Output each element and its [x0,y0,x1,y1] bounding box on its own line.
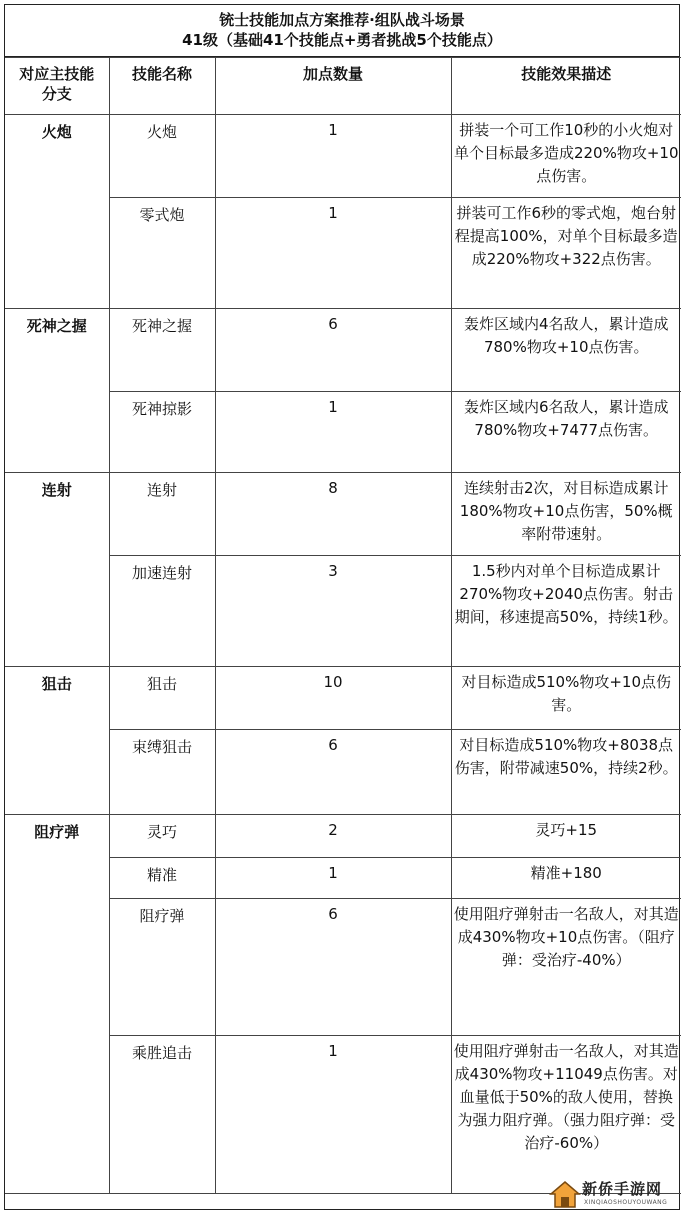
skill-table [5,57,681,1194]
branch-cell: 阻疗弹 [5,815,109,1194]
house-logo-icon [548,1178,582,1210]
header-row [5,58,681,115]
points-cell: 1 [215,1036,451,1194]
points-cell: 1 [215,392,451,473]
title-line-2: 41级（基础41个技能点+勇者挑战5个技能点） [182,31,502,49]
header-skill-name: 技能名称 [109,58,215,115]
description-cell: 使用阻疗弹射击一名敌人，对其造成430%物攻+11049点伤害。对血量低于50%的敌人使用，替换为强力阻疗弹。（强力阻疗弹：受治疗-60%） [451,1036,681,1194]
description-cell: 1.5秒内对单个目标造成累计270%物攻+2040点伤害。射击期间，移速提高50%，持续1秒。 [451,556,681,667]
watermark-logo [548,1176,678,1212]
skill-name-cell: 束缚狙击 [109,730,215,815]
header-branch: 对应主技能分支 [5,58,109,115]
skill-name-cell: 零式炮 [109,198,215,309]
skill-name-cell: 阻疗弹 [109,899,215,1036]
description-cell: 灵巧+15 [451,815,681,858]
table-row [5,309,681,392]
skill-name-cell: 加速连射 [109,556,215,667]
skill-table-sheet [4,4,680,1210]
points-cell: 10 [215,667,451,730]
branch-cell: 连射 [5,473,109,667]
skill-name-cell: 连射 [109,473,215,556]
points-cell: 6 [215,899,451,1036]
skill-name-cell: 灵巧 [109,815,215,858]
header-description: 技能效果描述 [451,58,681,115]
points-cell: 8 [215,473,451,556]
description-cell: 轰炸区域内4名敌人，累计造成780%物攻+10点伤害。 [451,309,681,392]
branch-cell: 狙击 [5,667,109,815]
skill-name-cell: 狙击 [109,667,215,730]
table-row [5,115,681,198]
points-cell: 6 [215,309,451,392]
points-cell: 3 [215,556,451,667]
skill-name-cell: 乘胜追击 [109,1036,215,1194]
points-cell: 6 [215,730,451,815]
description-cell: 对目标造成510%物攻+10点伤害。 [451,667,681,730]
description-cell: 拼装可工作6秒的零式炮，炮台射程提高100%，对单个目标最多造成220%物攻+322点伤害。 [451,198,681,309]
skill-name-cell: 火炮 [109,115,215,198]
table-title [5,5,679,57]
branch-cell: 火炮 [5,115,109,309]
description-cell: 轰炸区域内6名敌人，累计造成780%物攻+7477点伤害。 [451,392,681,473]
points-cell: 1 [215,115,451,198]
points-cell: 2 [215,815,451,858]
watermark-subtext: XINQIAOSHOUYOUWANG [584,1199,668,1206]
table-row [5,667,681,730]
description-cell: 拼装一个可工作10秒的小火炮对单个目标最多造成220%物攻+10点伤害。 [451,115,681,198]
watermark-text: 新侨手游网 [582,1180,663,1198]
points-cell: 1 [215,858,451,899]
description-cell: 精准+180 [451,858,681,899]
table-row [5,473,681,556]
skill-name-cell: 死神之握 [109,309,215,392]
skill-name-cell: 死神掠影 [109,392,215,473]
title-line-1: 铳士技能加点方案推荐·组队战斗场景 [219,11,465,29]
skill-name-cell: 精准 [109,858,215,899]
description-cell: 使用阻疗弹射击一名敌人，对其造成430%物攻+10点伤害。（阻疗弹：受治疗-40%） [451,899,681,1036]
description-cell: 连续射击2次，对目标造成累计180%物攻+10点伤害，50%概率附带速射。 [451,473,681,556]
table-row [5,815,681,858]
points-cell: 1 [215,198,451,309]
header-points: 加点数量 [215,58,451,115]
branch-cell: 死神之握 [5,309,109,473]
description-cell: 对目标造成510%物攻+8038点伤害，附带减速50%，持续2秒。 [451,730,681,815]
